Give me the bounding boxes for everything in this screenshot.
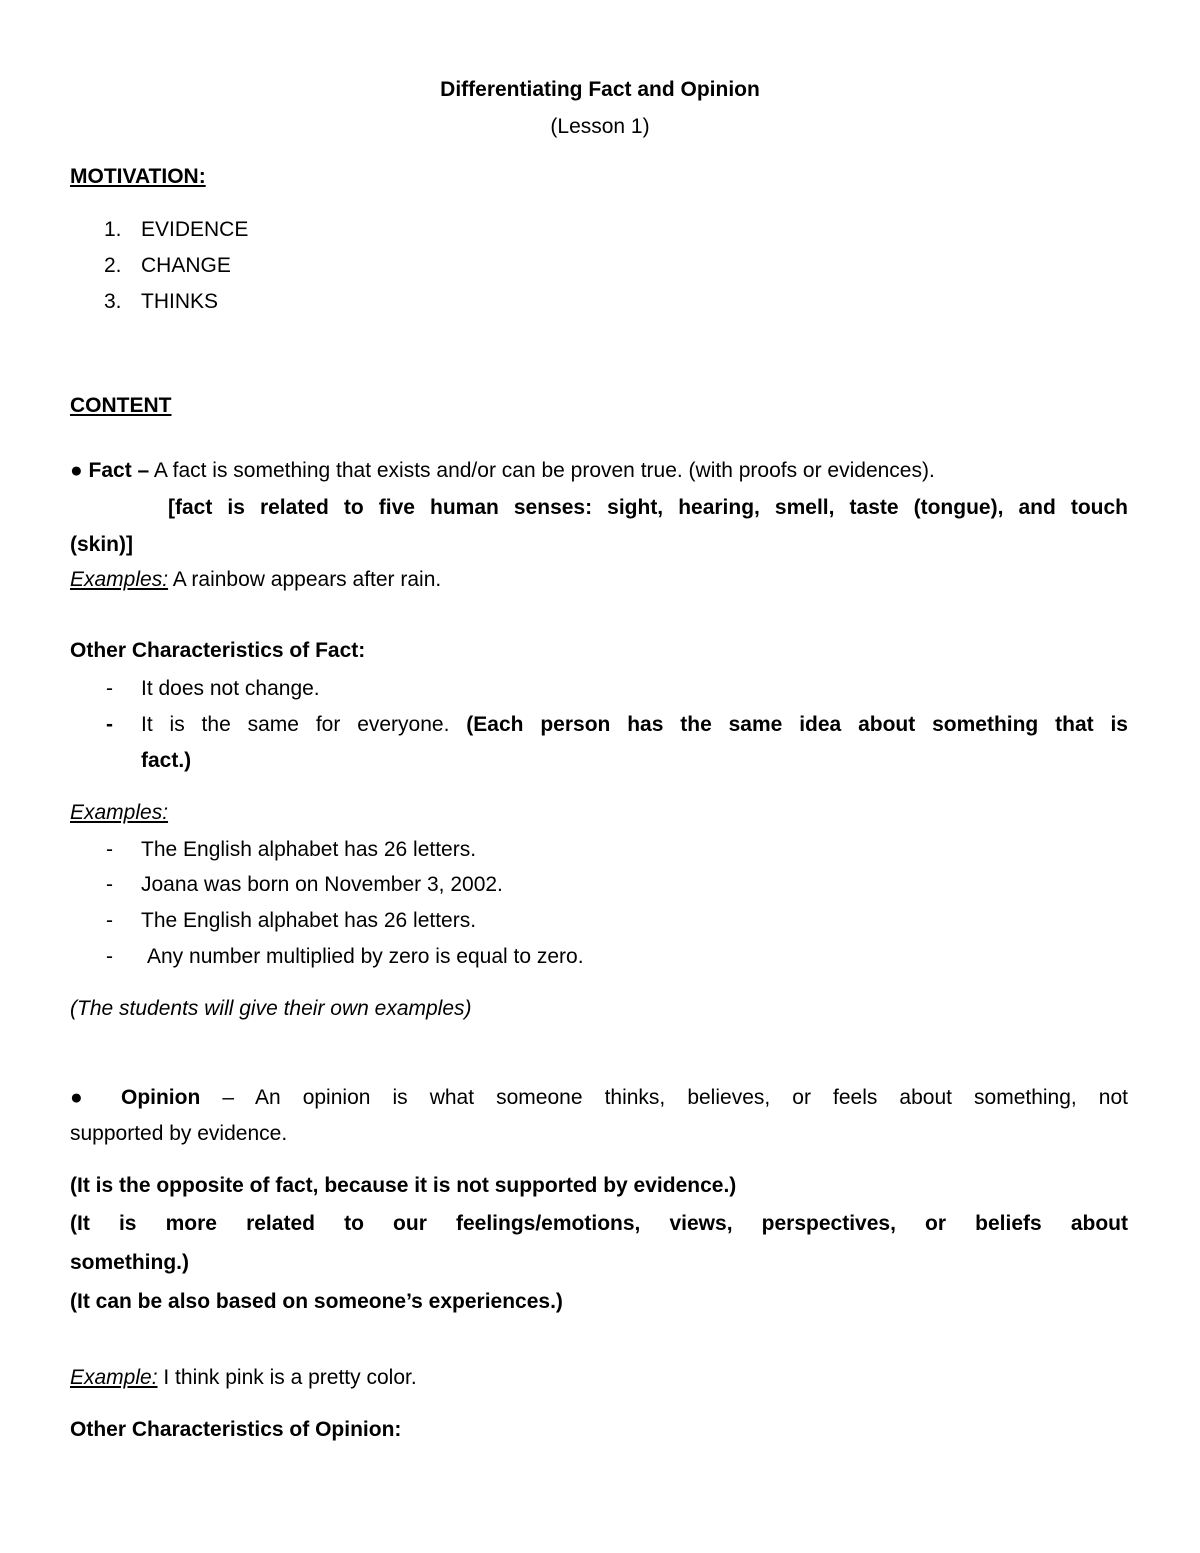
fact-characteristic-note-end: fact.) [141,749,192,772]
fact-senses-note-end: (skin)] [70,533,133,556]
opinion-definition-end: supported by evidence. [70,1122,288,1145]
list-number: 3. [104,290,122,313]
opinion-example [70,1367,417,1388]
opinion-example-text: I think pink is a pretty color. [163,1366,417,1389]
list-number: 2. [104,254,122,277]
fact-example-item: Any number multiplied by zero is equal to zero. [147,945,584,968]
fact-definition-text: A fact is something that exists and/or can be proven true. (with proofs or evidences). [153,459,935,482]
bullet-icon: ● [70,1086,99,1109]
fact-characteristics-heading: Other Characteristics of Fact: [70,639,366,662]
fact-example-text: A rainbow appears after rain. [172,568,442,591]
fact-characteristic-text: It is the same for everyone. [141,713,450,736]
opinion-definition [70,1087,1128,1108]
opinion-characteristics-heading: Other Characteristics of Opinion: [70,1418,402,1441]
motivation-heading: MOTIVATION: [70,165,206,188]
dash-bullet: - [106,873,113,896]
dash-bullet: - [106,677,113,700]
document-subtitle: (Lesson 1) [550,115,650,138]
example-label: Example: [70,1366,158,1389]
fact-characteristic: It does not change. [141,677,320,700]
fact-example-item: The English alphabet has 26 letters. [141,838,477,861]
fact-characteristic [141,714,1128,735]
fact-characteristic-note: (Each person has the same idea about something that is [466,713,1128,736]
fact-definition [70,460,935,481]
content-heading: CONTENT [70,394,172,417]
fact-example [70,569,441,590]
bullet-icon: ● [70,459,83,482]
opinion-definition-text: – An opinion is what someone thinks, believes, or feels about something, not [222,1086,1128,1109]
dash-bullet: - [106,945,113,968]
fact-example-item: The English alphabet has 26 letters. [141,909,477,932]
opinion-note: (It is more related to our feelings/emotions, views, perspectives, or beliefs about [70,1212,1128,1235]
opinion-note: (It is the opposite of fact, because it is not supported by evidence.) [70,1174,737,1197]
fact-example-item: Joana was born on November 3, 2002. [141,873,503,896]
opinion-note-end: something.) [70,1251,189,1274]
motivation-item: CHANGE [141,254,231,277]
dash-bullet: - [106,838,113,861]
fact-senses-note: [fact is related to five human senses: sight, hearing, smell, taste (tongue), and touch [168,496,1128,519]
opinion-term: Opinion [120,1086,201,1109]
motivation-item: THINKS [141,290,219,313]
opinion-note: (It can be also based on someone’s experiences.) [70,1290,563,1313]
examples-label: Examples: [70,568,169,591]
examples-label: Examples: [70,801,169,824]
fact-term: Fact – [88,459,150,482]
dash-bullet: - [106,713,113,736]
students-note: (The students will give their own examples) [70,997,472,1020]
list-number: 1. [104,218,122,241]
document-title: Differentiating Fact and Opinion [440,78,760,101]
dash-bullet: - [106,909,113,932]
motivation-item: EVIDENCE [141,218,249,241]
